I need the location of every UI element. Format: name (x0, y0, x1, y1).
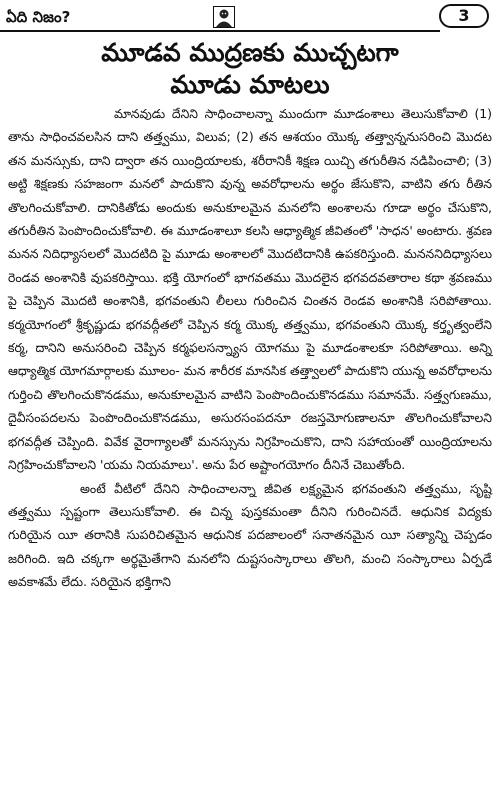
portrait-icon (213, 6, 235, 28)
book-title: ఏది నిజం? (6, 8, 71, 26)
article-title-line-1: మూడవ ముద్రణకు ముచ్చటగా (101, 38, 399, 67)
paragraph-2: అంటే వీటిలో దేనిని సాధించాలన్నా జీవిత లక్ష్యమైన భగవంతుని తత్త్వము, సృష్టి తత్త్వము స్పష్టంగా తెలుసుకోవాలి. ఈ చిన్న పుస్తకమంతా దీనిని గురించినదే. ఆధునిక విద్యకు గురియైన యీ తరానికి సుపరిచితమైన ఆధునిక పదజాలంలో సనాతనమైన యీ సత్యాన్ని చెప్పడం జరిగింది. ఇది చక్కగా అర్థమైతేగాని మనలోని దుష్టసంస్కారాలు తొలగి, మంచి సంస్కారాలు ఏర్పడే అవకాశమే లేదు. సరియైన భక్తిగాని (8, 480, 492, 590)
page-number: 3 (439, 4, 489, 28)
header-divider (0, 30, 440, 32)
paragraph-1: మానవుడు దేనిని సాధించాలన్నా ముందుగా మూడంశాలు తెలుసుకోవాలి (1) తాను సాధించవలసిన దాని తత్త్వము, విలువ; (2) తన ఆశయం యొక్క తత్త్వాన్ననుసరించి మొదట తన మనస్సుకు, దాని ద్వారా తన యింద్రియాలకు, శరీరానికీ శిక్షణ యిచ్చి తగురీతిన నడిపించాలి; (3) అట్టి శిక్షణకు సహజంగా మనలో పాదుకొని వున్న అవరోధాలను అర్థం జేసుకొని, వాటిని తగు రీతిన తొలగించుకోవాలి. దానికితోడు అందుకు అనుకూలమైన మనలోని అంశాలను గూడా అర్థం చేసుకొని, తగురీతిన పెంపొందించుకోవాలి. ఈ మూడంశాలూ కలసి ఆధ్యాత్మిక జీవితంలో 'సాధన' అంటారు. శ్రవణ మనన నిదిధ్యాసలలో మొదటిది పై మూడు అంశాలలో మొదటిదానికి ఉపకరిస్తుంది. మనననిదిధ్యాసలు రెండవ అంశానికి వుపకరిస్తాయి. భక్తి యోగంలో భాగవతము మొదలైన భగవదవతారాల కథా శ్రవణము పై చెప్పిన మొదటి అంశానికి, భగవంతుని లీలలు గురించిన చింతన రెండవ అంశానికి సరిపోతాయి. కర్మయోగంలో శ్రీకృష్ణుడు భగవద్గీతలో చెప్పిన కర్మ యొక్క తత్త్వము, భగవంతుని యొక్క కర్తృత్వంలేని కర్మ, దానిని అనుసరించి చెప్పిన కర్మఫలసన్న్యాస యోగము పై మూడంశాలకూ సరిపోతాయి. అన్ని ఆధ్యాత్మిక యోగమార్గాలకు మూలం- మన శారీరక మానసిక తత్త్వాలలో పాదుకొని యున్న అవరోధాలను గుర్తించి తొలగించుకొనడము, అనుకూలమైన వాటిని పెంపొందించుకొనడము సమానమే. సత్త్వగుణము, దైవీసంపదలను పెంపొందించుకొనడము, అసురసంపదనూ రజస్తమోగుణాలనూ తొలగించుకోవాలని భగవద్గీత చెప్పింది. వివేక వైరాగ్యాలతో మనస్సును నిగ్రహించుకొని, దాని సహాయంతో యింద్రియాలను నిగ్రహించుకోవాలని 'యమ నియమాలు'. అను పేర అష్టాంగయోగం దీనినే చెబుతోంది. (8, 106, 492, 473)
article-title-line-2: మూడు మాటలు (170, 70, 330, 99)
article-body (8, 102, 492, 594)
page-header (0, 0, 500, 34)
